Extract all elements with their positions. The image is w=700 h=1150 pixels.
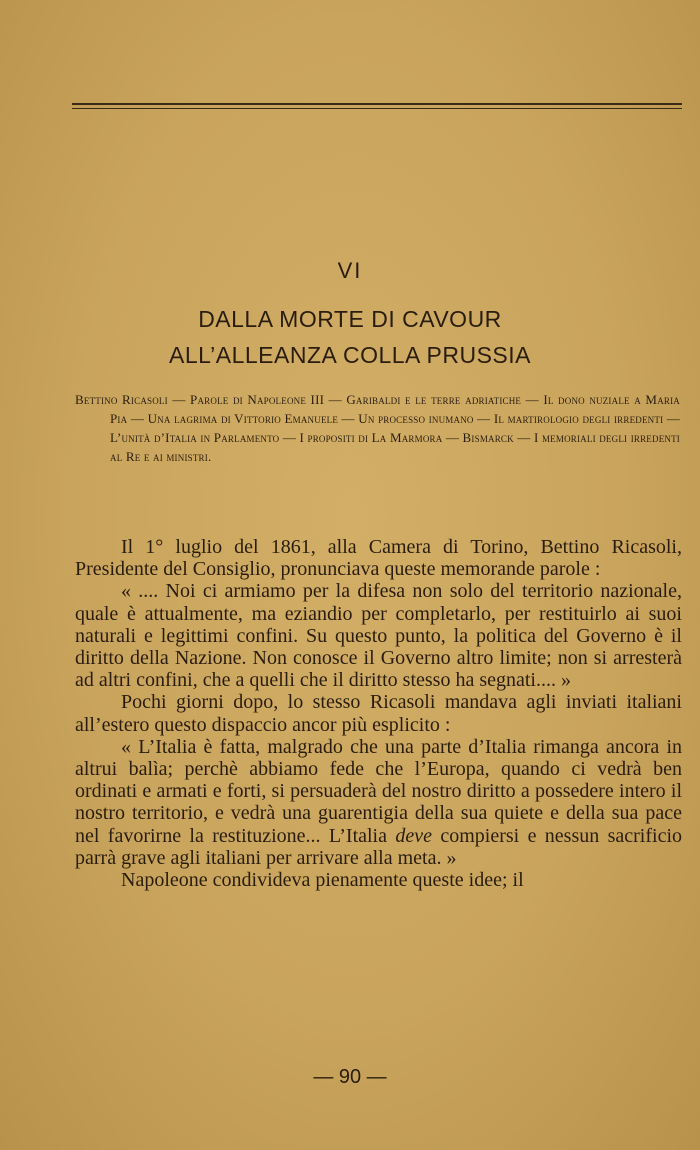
paragraph: Il 1° luglio del 1861, alla Camera di Torino, Bettino Ricasoli, Presidente del Consiglio, pronunciava queste memorande parole : (75, 536, 682, 581)
quote-text: « L’Italia è fatta, malgrado che una parte d’Italia rimanga ancora in altrui balìa; perchè abbiamo fede che l’Europa, quando ci vedrà ben ordinati e armati e forti, si persuaderà del nostro diritto a possedere intero il nostro territorio, e vedrà una guarentigia della sua quiete e della sua pace nel favorirne la restituzione... L’Italia (75, 735, 682, 847)
chapter-title-line-2: ALL’ALLEANZA COLLA PRUSSIA (168, 342, 531, 368)
body-text (75, 536, 682, 891)
paragraph: Napoleone condivideva pienamente queste idee; il (121, 869, 524, 892)
quote-paragraph: « .... Noi ci armiamo per la difesa non solo del territorio nazionale, quale è attualmente, ma eziandio per completarlo, per restituirlo ai suoi naturali e legittimi confini. Su questo punto, la politica del Governo è il diritto della Nazione. Non conosce il Governo altro limite; non si arresterà ad altri confini, che a quelli che il diritto stesso ha segnati.... » (75, 580, 682, 692)
chapter-summary: Bettino Ricasoli — Parole di Napoleone III — Garibaldi e le terre adriatiche — Il dono nuziale a Maria Pia — Una lagrima di Vittorio Emanuele — Un processo inumano — Il martirologio degli irredenti — L’unità d’Italia in Parlamento — I propositi di La Marmora — Bismarck — I memoriali degli irredenti al Re e ai ministri. (75, 392, 680, 464)
chapter-title-line-1: DALLA MORTE DI CAVOUR (198, 306, 502, 332)
quote-text: compiersi e nessun sacrificio parrà grave agli italiani per arrivare alla meta. » (75, 824, 683, 869)
chapter-number: VI (337, 258, 363, 283)
paragraph: Pochi giorni dopo, lo stesso Ricasoli mandava agli inviati italiani all’estero questo dispaccio ancor più esplicito : (75, 691, 682, 736)
header-rule (72, 103, 682, 105)
header-rule-thin (72, 108, 682, 109)
page-number: — 90 — (313, 1066, 387, 1088)
emphasis-text: deve (395, 824, 432, 847)
quote-paragraph (75, 736, 682, 869)
